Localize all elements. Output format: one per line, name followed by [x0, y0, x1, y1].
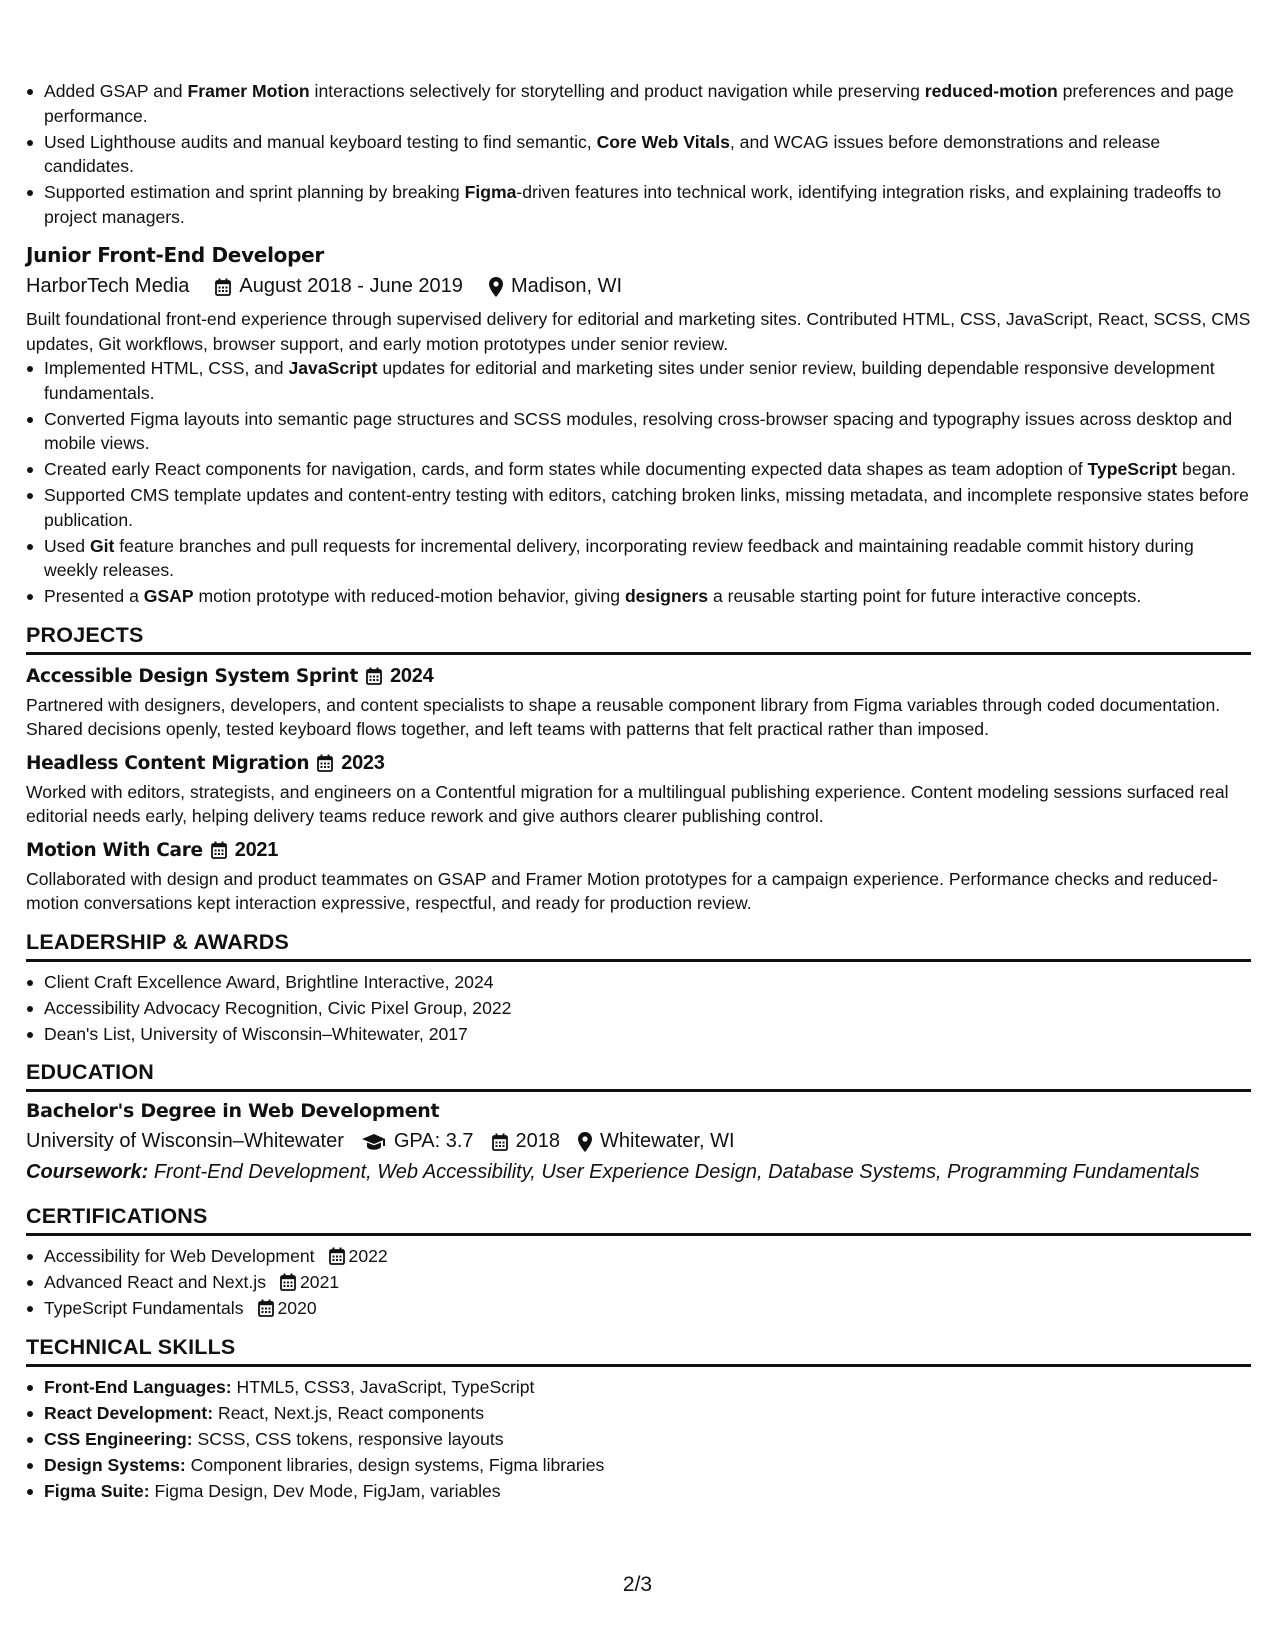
projects-list — [26, 665, 1251, 916]
school-name: University of Wisconsin–Whitewater — [26, 1130, 344, 1152]
skill-item — [44, 1401, 1251, 1426]
job-summary: Built foundational front-end experience through supervised delivery for editorial and marketing sites. Contributed HTML, CSS, JavaScript, React, SCSS, CMS updates, Git workflows, browser support, and early motion prototypes under senior review. — [26, 309, 1251, 354]
skill-value: SCSS, CSS tokens, responsive layouts — [192, 1428, 504, 1449]
calendar-icon — [329, 1247, 345, 1265]
graduation-cap-icon — [362, 1134, 386, 1150]
education-section — [26, 1060, 1251, 1184]
resume-page — [26, 79, 1251, 1505]
skill-item — [44, 1427, 1251, 1452]
bold-term: Core Web Vitals — [596, 131, 730, 152]
skill-value: Component libraries, design systems, Figma libraries — [185, 1454, 605, 1475]
coursework-list: Front-End Development, Web Accessibility, User Experience Design, Database Systems, Programming Fundamentals — [153, 1161, 1200, 1183]
project-year: 2023 — [341, 751, 385, 774]
project-name: Motion With Care — [26, 839, 203, 861]
job-title: Junior Front-End Developer — [26, 243, 324, 267]
job-meta — [26, 275, 1251, 298]
projects-section — [26, 623, 1251, 916]
section-heading: CERTIFICATIONS — [26, 1204, 1251, 1236]
text-segment: updates for editorial and marketing sites under senior review, building dependable responsive development fundamentals. — [44, 358, 1215, 403]
section-heading: LEADERSHIP & AWARDS — [26, 930, 1251, 962]
intro-bullet-list — [26, 79, 1251, 229]
certification-row — [44, 1296, 1251, 1321]
calendar-icon — [280, 1273, 296, 1291]
project-title — [26, 665, 1251, 688]
text-segment: Converted Figma layouts into semantic page structures and SCSS modules, resolving cross-browser spacing and typography issues across desktop and mobile views. — [44, 408, 1233, 453]
list-item — [44, 180, 1251, 229]
project-title — [26, 752, 1251, 775]
certifications-list — [26, 1244, 1251, 1321]
certification-name: Advanced React and Next.js — [44, 1272, 267, 1292]
section-heading: EDUCATION — [26, 1060, 1251, 1092]
award-item: Accessibility Advocacy Recognition, Civic Pixel Group, 2022 — [44, 996, 1251, 1021]
leadership-list — [26, 970, 1251, 1047]
project-title — [26, 839, 1251, 862]
project-year: 2024 — [390, 664, 434, 687]
list-item — [44, 584, 1251, 609]
degree-title: Bachelor's Degree in Web Development — [26, 1100, 440, 1122]
certification-name: Accessibility for Web Development — [44, 1246, 315, 1266]
text-segment: Presented a — [44, 586, 144, 606]
bold-term: reduced-motion — [924, 81, 1058, 101]
list-item — [44, 356, 1251, 405]
text-segment: feature branches and pull requests for incremental delivery, incorporating review feedback and maintaining readable commit history during weekly releases. — [44, 535, 1194, 580]
award-item: Dean's List, University of Wisconsin–Whitewater, 2017 — [44, 1022, 1251, 1047]
text-segment: preferences and page performance. — [44, 81, 1234, 126]
list-item — [44, 79, 1251, 128]
award-item: Client Craft Excellence Award, Brightline Interactive, 2024 — [44, 970, 1251, 995]
skill-label: Design Systems: — [44, 1454, 186, 1475]
text-segment: Used — [44, 535, 90, 556]
certification-item — [44, 1270, 1251, 1295]
bold-term: Figma — [464, 182, 517, 202]
school-location: Whitewater, WI — [600, 1130, 735, 1152]
certification-row — [44, 1244, 1251, 1269]
calendar-icon — [215, 278, 231, 296]
skill-value: HTML5, CSS3, JavaScript, TypeScript — [231, 1376, 535, 1397]
certifications-section — [26, 1204, 1251, 1321]
bold-term: Framer Motion — [187, 81, 310, 101]
calendar-icon — [317, 754, 333, 772]
project-description: Collaborated with design and product teammates on GSAP and Framer Motion prototypes for a campaign experience. Performance checks and reduced-motion conversations kept interaction expressive, respectful, and ready for production review. — [26, 868, 1218, 913]
gpa: GPA: 3.7 — [393, 1130, 474, 1152]
project-description: Partnered with designers, developers, and content specialists to shape a reusable component library from Figma variables through coded documentation. Shared decisions openly, tested keyboard flows together, and left teams with patterns that felt practical rather than imposed. — [26, 694, 1221, 739]
text-segment: Implemented HTML, CSS, and — [44, 358, 289, 378]
calendar-icon — [258, 1299, 274, 1317]
skill-label: CSS Engineering: — [44, 1428, 193, 1449]
text-segment: Used Lighthouse audits and manual keyboard testing to find semantic, — [44, 131, 597, 152]
job-bullet-list — [26, 356, 1251, 609]
text-segment: a reusable starting point for future interactive concepts. — [708, 586, 1142, 606]
text-segment: Added GSAP and — [44, 81, 188, 101]
coursework — [26, 1161, 1251, 1184]
skill-item — [44, 1453, 1251, 1478]
skills-list — [26, 1375, 1251, 1504]
job-dates: August 2018 - June 2019 — [239, 275, 463, 297]
skill-value: React, Next.js, React components — [213, 1402, 485, 1423]
bold-term: JavaScript — [288, 358, 378, 378]
certification-year: 2020 — [277, 1298, 317, 1318]
project-description: Worked with editors, strategists, and engineers on a Contentful migration for a multilingual publishing experience. Content modeling sessions surfaced real editorial needs early, helping delivery teams reduce rework and give authors clearer publishing control. — [26, 781, 1229, 826]
text-segment: , and WCAG issues before demonstrations and release candidates. — [44, 131, 1161, 176]
location-pin-icon — [489, 277, 503, 297]
skill-label: React Development: — [44, 1402, 214, 1423]
certification-name: TypeScript Fundamentals — [44, 1298, 244, 1318]
project-name: Headless Content Migration — [26, 752, 310, 774]
skills-section — [26, 1335, 1251, 1504]
section-heading: PROJECTS — [26, 623, 1251, 655]
company-name: HarborTech Media — [26, 275, 190, 297]
bold-term: GSAP — [143, 586, 194, 606]
certification-item — [44, 1244, 1251, 1269]
job-location: Madison, WI — [510, 275, 623, 297]
leadership-section — [26, 930, 1251, 1047]
list-item — [44, 457, 1251, 482]
list-item — [44, 407, 1251, 456]
project-year: 2021 — [234, 838, 279, 861]
text-segment: interactions selectively for storytelling and product navigation while preserving — [309, 81, 925, 101]
text-segment: Supported CMS template updates and content-entry testing with editors, catching broken links, missing metadata, and incomplete responsive states before publication. — [44, 485, 1249, 530]
education-meta — [26, 1130, 1251, 1153]
list-item — [44, 534, 1251, 583]
skill-label: Front-End Languages: — [44, 1376, 232, 1397]
calendar-icon — [211, 841, 227, 859]
graduation-year: 2018 — [515, 1130, 561, 1152]
skill-item — [44, 1479, 1251, 1504]
project-name: Accessible Design System Sprint — [26, 665, 359, 687]
certification-item — [44, 1296, 1251, 1321]
skill-item — [44, 1375, 1251, 1400]
calendar-icon — [366, 667, 382, 685]
bold-term: TypeScript — [1087, 459, 1178, 479]
bold-term: designers — [624, 586, 709, 606]
calendar-icon — [492, 1133, 508, 1151]
text-segment: motion prototype with reduced-motion behavior, giving — [193, 586, 625, 606]
coursework-label: Coursework: — [26, 1161, 149, 1183]
certification-year: 2021 — [300, 1272, 340, 1292]
text-segment: Supported estimation and sprint planning by breaking — [44, 182, 465, 202]
page-number: 2/3 — [622, 1573, 653, 1596]
certification-row — [44, 1270, 1251, 1295]
skill-value: Figma Design, Dev Mode, FigJam, variables — [149, 1480, 501, 1501]
certification-year: 2022 — [348, 1246, 388, 1266]
text-segment: began. — [1177, 459, 1236, 479]
text-segment: Created early React components for navigation, cards, and form states while documenting expected data shapes as team adoption of — [44, 459, 1088, 479]
section-heading: TECHNICAL SKILLS — [26, 1335, 1251, 1367]
list-item — [44, 130, 1251, 179]
skill-label: Figma Suite: — [44, 1480, 150, 1501]
list-item — [44, 483, 1251, 532]
text-segment: -driven features into technical work, identifying integration risks, and explaining tradeoffs to project managers. — [44, 182, 1222, 227]
location-pin-icon — [578, 1132, 592, 1152]
bold-term: Git — [89, 535, 115, 556]
